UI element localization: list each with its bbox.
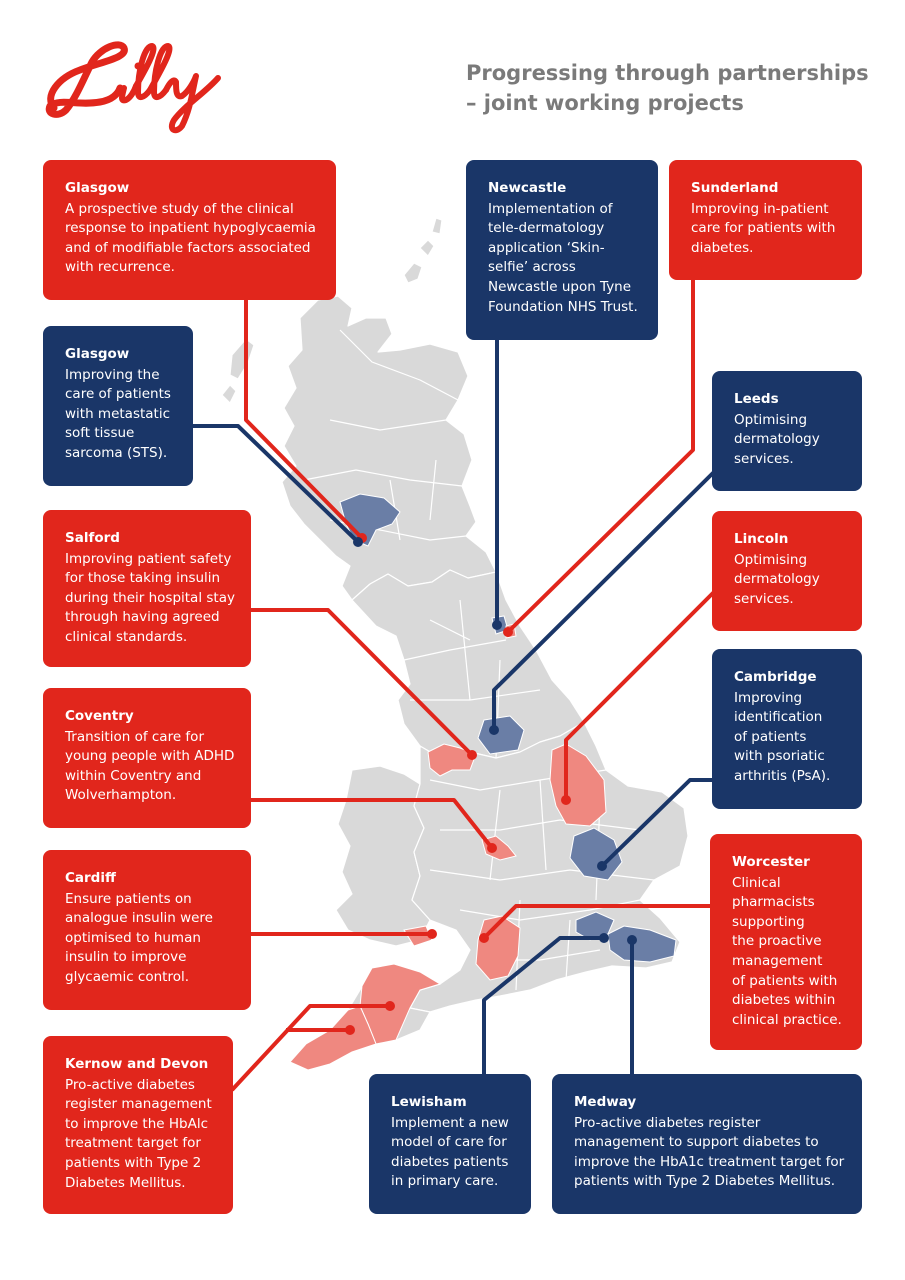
- card-title: Glasgow: [65, 346, 130, 362]
- card-title: Cambridge: [734, 669, 817, 685]
- card-title: Sunderland: [691, 180, 779, 196]
- map-island-north: [404, 218, 442, 283]
- card-salford: [43, 510, 251, 667]
- card-title: Glasgow: [65, 180, 130, 196]
- card-newcastle: [466, 160, 658, 340]
- card-title: Cardiff: [65, 870, 116, 886]
- dot-cardiff: [427, 929, 437, 939]
- card-description: Improving identification of patients with psoriatic arthritis (PsA).: [734, 689, 831, 784]
- card-description: Clinical pharmacists supporting the proactive management of patients with diabetes within clinical practice.: [732, 874, 842, 1028]
- card-title: Kernow and Devon: [65, 1056, 209, 1072]
- card-title: Lewisham: [391, 1094, 467, 1110]
- card-title: Newcastle: [488, 180, 567, 196]
- card-lincoln: [712, 511, 862, 631]
- dot-newcastle: [492, 620, 502, 630]
- title-line-1: Progressing through partnerships: [466, 61, 869, 85]
- card-sunderland: [669, 160, 862, 280]
- dot-sunderland: [503, 627, 513, 637]
- title-line-2: – joint working projects: [466, 91, 744, 115]
- card-medway: [552, 1074, 862, 1214]
- card-description: Ensure patients on analogue insulin were optimised to human insulin to improve glycaemic control.: [65, 890, 213, 985]
- dot-medway: [627, 935, 637, 945]
- card-description: Pro-active diabetes register management to support diabetes to improve the HbA1c treatment target for patients with Type 2 Diabetes Mellitus.: [574, 1114, 845, 1190]
- card-title: Coventry: [65, 708, 134, 724]
- dot-worcester: [479, 933, 489, 943]
- card-title: Salford: [65, 530, 120, 546]
- dot-devon: [385, 1001, 395, 1011]
- card-description: A prospective study of the clinical response to inpatient hypoglycaemia and of modifiable factors associated with recurrence.: [65, 200, 316, 276]
- card-title: Lincoln: [734, 531, 789, 547]
- card-worcester: [710, 834, 862, 1050]
- dot-glasgow-2: [353, 537, 363, 547]
- card-description: Optimising dermatology services.: [734, 551, 820, 607]
- dot-salford: [467, 750, 477, 760]
- card-lewisham: [369, 1074, 531, 1214]
- card-glasgow-2: [43, 326, 193, 486]
- dot-kernow: [345, 1025, 355, 1035]
- card-leeds: [712, 371, 862, 491]
- map-island-west: [222, 339, 254, 403]
- map-north-england: [352, 570, 584, 760]
- card-description: Implementation of tele-dermatology application ‘Skin- selfie’ across Newcastle upon Tyne Foundation NHS Trust.: [488, 200, 638, 315]
- card-title: Worcester: [732, 854, 810, 870]
- card-cambridge: [712, 649, 862, 809]
- card-title: Medway: [574, 1094, 637, 1110]
- card-cardiff: [43, 850, 251, 1010]
- card-description: Improving the care of patients with metastatic soft tissue sarcoma (STS).: [65, 366, 171, 461]
- card-kernow-devon: [43, 1036, 233, 1214]
- dot-lewisham: [599, 933, 609, 943]
- card-title: Leeds: [734, 391, 779, 407]
- card-coventry: [43, 688, 251, 828]
- card-description: Improving patient safety for those taking insulin during their hospital stay through having agreed clinical standards.: [65, 550, 235, 645]
- dot-leeds: [489, 725, 499, 735]
- card-description: Implement a new model of care for diabetes patients in primary care.: [391, 1114, 509, 1190]
- card-glasgow-1: [43, 160, 336, 300]
- map-scotland: [282, 296, 496, 600]
- dot-cambridge: [597, 861, 607, 871]
- card-description: Pro-active diabetes register management to improve the HbAlc treatment target for patients with Type 2 Diabetes Mellitus.: [65, 1076, 212, 1191]
- card-description: Optimising dermatology services.: [734, 411, 820, 467]
- dot-lincoln: [561, 795, 571, 805]
- dot-coventry: [487, 843, 497, 853]
- card-description: Improving in-patient care for patients with diabetes.: [691, 200, 836, 256]
- card-description: Transition of care for young people with ADHD within Coventry and Wolverhampton.: [65, 728, 235, 804]
